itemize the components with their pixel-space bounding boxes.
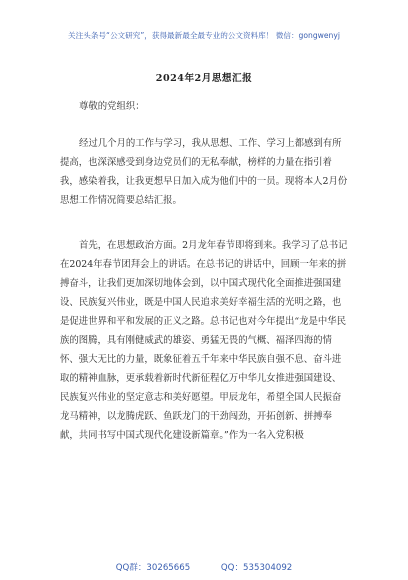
footer-qq[interactable]: QQ：535304092 <box>220 563 293 573</box>
footer-contact <box>0 561 408 573</box>
paragraph-ideology: 首先，在思想政治方面。2月龙年春节即将到来。我学习了总书记在2024年春节团拜会上的讲话。在总书记的讲话中，回顾一年来的拼搏奋斗，让我们更加深切地体会到，以中国式现代化全面推进强国建设、民族复兴伟业，既是中国人民追求美好幸福生活的光明之路，也是促进世界和平和发展的正义之路。总书记也对今年提出“龙是中华民族的图腾，具有刚健威武的雄姿、勇猛无畏的气概、福泽四海的情怀、强大无比的力量，既象征着五千年来中华民族自强不息、奋斗进取的精神血脉，更承载着新时代新征程亿万中华儿女推进强国建设、民族复兴伟业的坚定意志和美好愿望。甲辰龙年，希望全国人民振奋龙马精神，以龙腾虎跃、鱼跃龙门的干劲闯劲，开拓创新、拼搏奉献，共同书写中国式现代化建设新篇章。”作为一名入党积极 <box>60 240 348 441</box>
header-promo-banner[interactable]: 关注头条号“公文研究”，获得最新最全最专业的公文资料库！ 微信：gongwenyj <box>68 31 340 40</box>
document-title: 2024年2月思想汇报 <box>155 73 253 84</box>
footer-qq-group[interactable]: QQ群：30265665 <box>115 563 191 573</box>
paragraph-intro: 经过几个月的工作与学习，我从思想、工作、学习上都感到有所提高，也深深感受到身边党员们的无私奉献，榜样的力量在指引着我，感染着我，让我更想早日加入成为他们中的一员。现将本人2月份思想工作情况简要总结汇报。 <box>60 138 348 206</box>
salutation: 尊敬的党组织： <box>79 101 145 112</box>
